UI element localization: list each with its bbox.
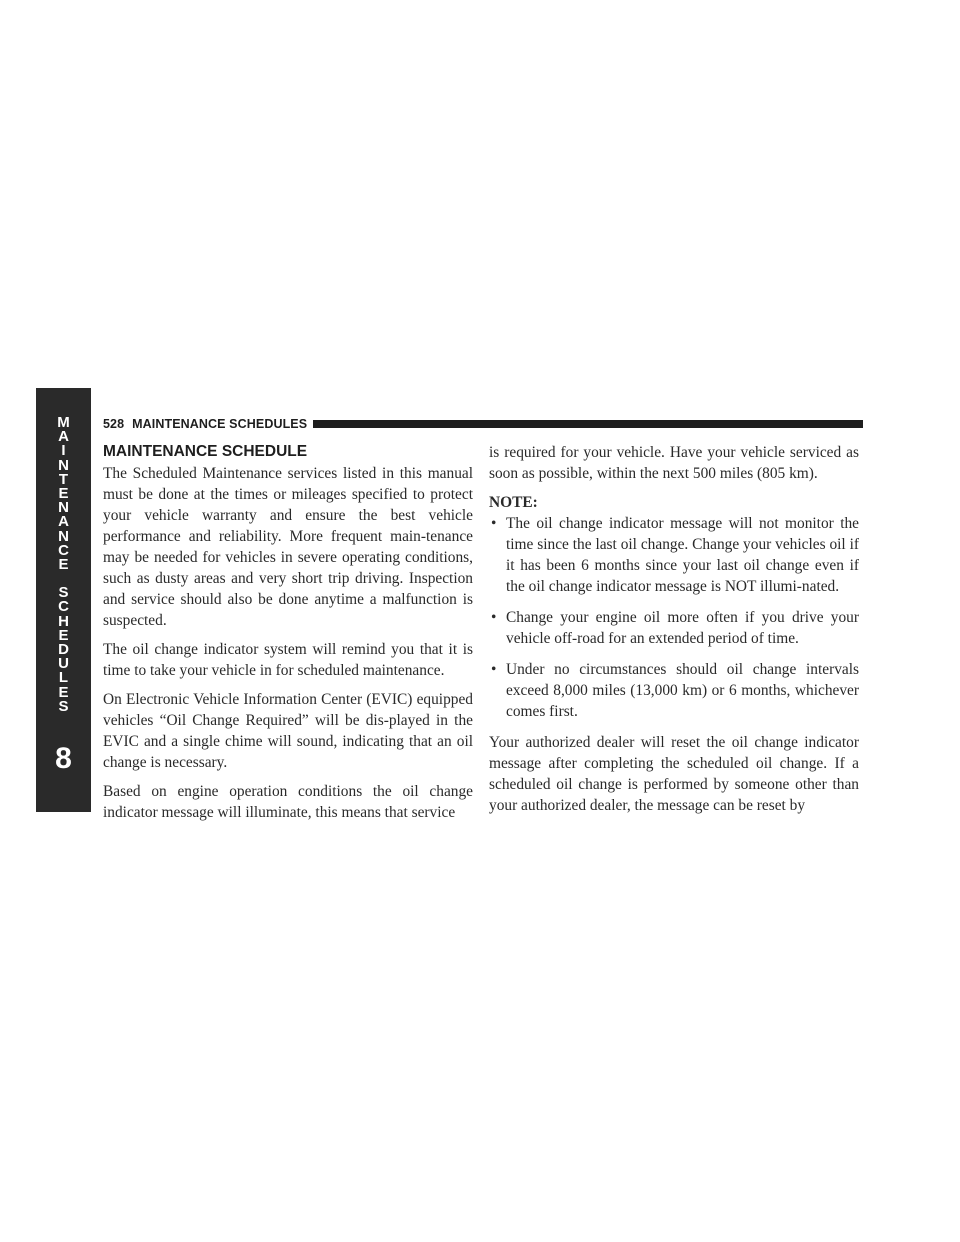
tab-letter: D — [58, 641, 69, 658]
tab-letter: A — [58, 428, 69, 446]
tab-letter: M — [57, 414, 70, 431]
header-rule — [313, 420, 863, 428]
right-column — [489, 442, 859, 824]
tab-letter: A — [58, 513, 69, 531]
left-column — [103, 442, 473, 831]
page-header — [103, 416, 863, 432]
tab-letter: E — [58, 484, 69, 502]
tab-letter: N — [58, 456, 69, 474]
section-title: MAINTENANCE SCHEDULES — [132, 417, 308, 431]
tab-letter: E — [58, 555, 69, 573]
tab-letter: N — [58, 527, 69, 545]
tab-letter: L — [58, 669, 69, 687]
chapter-number: 8 — [55, 742, 72, 775]
tab-letter: S — [58, 697, 69, 715]
page-number: 528 — [103, 417, 125, 431]
tab-letter: N — [58, 499, 69, 517]
tab-letter: C — [58, 541, 69, 559]
note-list — [489, 513, 859, 722]
list-item: • Under no circumstances should oil change intervals exceed 8,000 miles (13,000 km) or 6 months, whichever comes first. — [489, 659, 859, 722]
tab-letter: S — [58, 584, 69, 602]
chapter-side-tab — [36, 388, 91, 812]
paragraph: is required for your vehicle. Have your vehicle serviced as soon as possible, within the next 500 miles (805 km). — [489, 444, 859, 482]
paragraph: Based on engine operation conditions the oil change indicator message will illuminate, this means that service — [103, 783, 473, 821]
note-label: NOTE: — [489, 494, 538, 511]
tab-letter: U — [58, 655, 69, 673]
tab-letter: T — [58, 470, 69, 488]
tab-letter: I — [61, 442, 66, 460]
chapter-tab-letters — [36, 416, 91, 714]
tab-letter: H — [58, 612, 69, 630]
tab-letter: E — [58, 626, 69, 644]
paragraph: Your authorized dealer will reset the oil change indicator message after completing the scheduled oil change. If a scheduled oil change is performed by someone other than your authorized dealer, the message can be reset by — [489, 734, 859, 814]
page-title: MAINTENANCE SCHEDULE — [103, 443, 308, 460]
list-item: • Change your engine oil more often if you drive your vehicle off-road for an extended period of time. — [489, 607, 859, 649]
paragraph: The oil change indicator system will remind you that it is time to take your vehicle in for scheduled maintenance. — [103, 641, 473, 679]
paragraph: On Electronic Vehicle Information Center (EVIC) equipped vehicles “Oil Change Required” will be dis-played in the EVIC and a single chime will sound, indicating that an oil change is necessary. — [103, 691, 473, 771]
paragraph: The Scheduled Maintenance services listed in this manual must be done at the times or mileages specified to protect your vehicle warranty and ensure the best vehicle performance and reliability. More frequent main-tenance may be needed for vehicles in severe operating conditions, such as dusty areas and very short trip driving. Inspection and service should also be done anytime a malfunction is suspected. — [103, 465, 473, 629]
tab-letter: E — [58, 683, 69, 701]
list-item: • The oil change indicator message will not monitor the time since the last oil change. Change your vehicles oil if it has been 6 months since your last oil change even if the oil change indicator message is NOT illumi-nated. — [489, 513, 859, 597]
tab-letter: C — [58, 598, 69, 616]
